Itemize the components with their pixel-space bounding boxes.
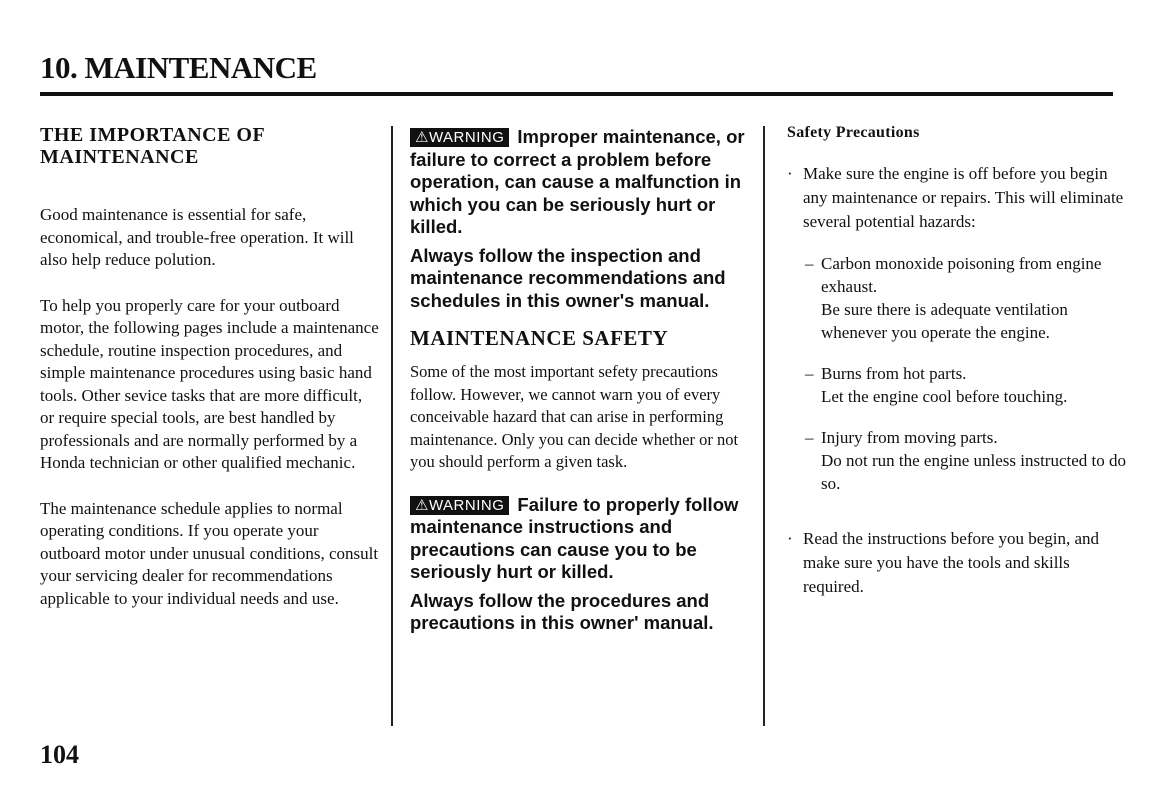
hazard-item — [787, 252, 1132, 344]
importance-paragraph-3: The maintenance schedule applies to normal operating conditions. If you operate your outboard motor under unusual conditions, consult your servicing dealer for recommendations applicable to your individual needs and use. — [40, 498, 379, 608]
hazard-name: Injury from moving parts. — [821, 428, 998, 447]
bullet-dot: · — [787, 529, 793, 548]
column-divider-1 — [391, 126, 393, 726]
warning-2-text — [410, 494, 745, 584]
chapter-title: 10. MAINTENANCE — [40, 50, 317, 85]
warning-2-instruction: Always follow the procedures and precautions in this owner' manual. — [410, 589, 714, 633]
precaution-bullet-2-text: Read the instructions before you begin, and make sure you have the tools and skills required. — [803, 529, 1100, 596]
warning-2-message: Failure to properly follow maintenance instructions and precautions can cause you to be seriously hurt or killed. — [410, 493, 739, 582]
precaution-bullet-1-text: Make sure the engine is off before you begin any maintenance or repairs. This will eliminate several potential hazards: — [803, 164, 1124, 231]
importance-column — [40, 124, 380, 610]
warning-2-badge: ⚠WARNING — [410, 496, 509, 515]
precaution-bullet-1 — [787, 162, 1132, 234]
hazard-dash: – — [805, 428, 814, 447]
maintenance-safety-intro: Some of the most important sefety precautions follow. However, we cannot warn you of every conceivable hazard that can arise in performing maintenance. Only you can decide whether or not you should perform a given task. — [410, 362, 739, 471]
precautions-column — [787, 124, 1132, 599]
hazard-name: Carbon monoxide poisoning from engine exhaust. — [821, 254, 1102, 296]
column-divider-2 — [763, 126, 765, 726]
bullet-dot: · — [787, 164, 793, 183]
importance-paragraph-1: Good maintenance is essential for safe, economical, and trouble-free operation. It will also help reduce polution. — [40, 205, 354, 269]
hazard-advice: Let the engine cool before touching. — [821, 387, 1068, 406]
warning-1-badge: ⚠WARNING — [410, 128, 509, 147]
warning-1-text — [410, 126, 745, 239]
hazard-item — [787, 362, 1132, 408]
safety-precautions-title: Safety Precautions — [787, 124, 920, 141]
importance-paragraph-2: To help you properly care for your outboard motor, the following pages include a maintenance schedule, routine inspection procedures, and simple maintenance procedures using basic hand tools. Other sevice tasks that are more difficult, or require special tools, are best handled by professionals and are normally performed by a Honda technician or other qualified mechanic. — [40, 295, 379, 472]
hazard-dash: – — [805, 364, 814, 383]
page-number: 104 — [40, 740, 79, 769]
warning-1-message: Improper maintenance, or failure to correct a problem before operation, can cause a malfunction in which you can be seriously hurt or killed. — [410, 126, 745, 237]
warning-column — [410, 126, 745, 635]
hazard-advice: Be sure there is adequate ventilation whenever you operate the engine. — [821, 300, 1068, 342]
precaution-bullet-2 — [787, 527, 1132, 599]
warning-1-instruction: Always follow the inspection and maintenance recommendations and schedules in this owner's manual. — [410, 244, 726, 311]
header-rule — [40, 92, 1113, 96]
hazard-dash: – — [805, 254, 814, 273]
importance-heading: THE IMPORTANCE OF MAINTENANCE — [40, 124, 265, 168]
hazard-advice: Do not run the engine unless instructed to do so. — [821, 451, 1127, 493]
hazard-item — [787, 426, 1132, 495]
hazard-name: Burns from hot parts. — [821, 364, 967, 383]
maintenance-safety-heading: MAINTENANCE SAFETY — [410, 326, 669, 350]
